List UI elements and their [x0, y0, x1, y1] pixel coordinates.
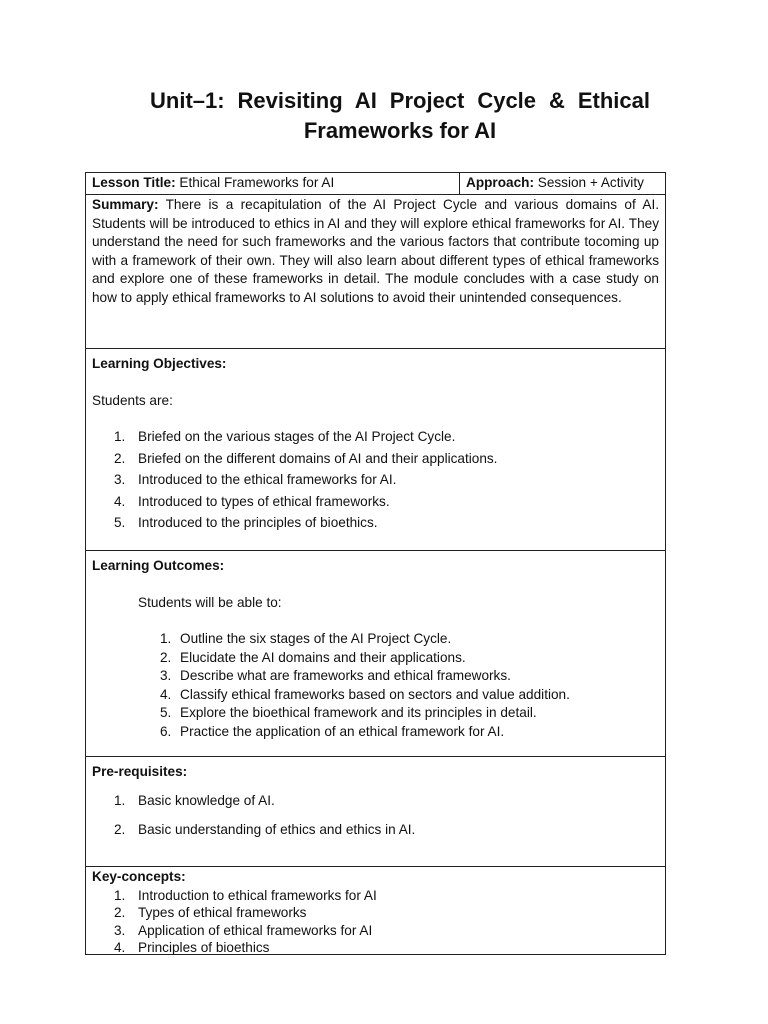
lesson-title-value: Ethical Frameworks for AI: [179, 175, 335, 190]
item-text: Explore the bioethical framework and its principles in detail.: [180, 705, 537, 720]
item-number: 5.: [160, 705, 172, 720]
item-number: 3.: [114, 472, 126, 487]
summary-text: There is a recapitulation of the AI Project Cycle and various domains of AI. Students will be introduced to ethics in AI and they will explore ethical frameworks for AI. They understand the need for such frameworks and the various factors that contribute tocoming up with a framework of their own. They will also learn about different types of ethical frameworks and explore one of these frameworks in detail. The module concludes with a case study on how to apply ethical frameworks to AI solutions to avoid their unintended consequences.: [92, 197, 660, 305]
item-number: 4.: [160, 686, 172, 702]
page-title: Unit–1: Revisiting AI Project Cycle & Ethical Frameworks for AI: [150, 88, 650, 143]
lesson-plan-table: [85, 172, 666, 955]
prerequisites-section: [86, 756, 665, 866]
outcomes-list: [92, 630, 659, 741]
item-number: 4.: [114, 493, 126, 509]
item-text: Introduction to ethical frameworks for AI: [138, 887, 377, 903]
item-number: 6.: [160, 723, 172, 739]
item-text: Outline the six stages of the AI Project Cycle.: [180, 631, 452, 646]
item-number: 1.: [114, 887, 126, 903]
summary-section: [86, 194, 665, 348]
item-text: Classify ethical frameworks based on sectors and value addition.: [180, 686, 570, 702]
objectives-label: Learning Objectives:: [92, 356, 227, 371]
list-item: [92, 649, 659, 668]
item-number: 2.: [160, 649, 172, 665]
list-item: [92, 723, 659, 742]
list-item: [92, 471, 659, 493]
outcomes-intro: Students will be able to:: [138, 594, 282, 610]
outcomes-label: Learning Outcomes:: [92, 558, 225, 573]
item-number: 1.: [114, 792, 126, 808]
item-number: 5.: [114, 515, 126, 530]
learning-outcomes-section: [86, 550, 665, 756]
item-number: 1.: [160, 631, 172, 646]
item-text: Types of ethical frameworks: [138, 905, 307, 920]
item-text: Basic knowledge of AI.: [138, 792, 275, 808]
approach-label: Approach:: [466, 175, 534, 190]
list-item: [92, 686, 659, 705]
item-number: 1.: [114, 429, 126, 444]
approach-cell: [460, 173, 665, 194]
item-number: 4.: [114, 940, 126, 955]
item-text: Elucidate the AI domains and their applications.: [180, 649, 466, 665]
list-item: [92, 630, 659, 649]
item-text: Describe what are frameworks and ethical frameworks.: [180, 668, 511, 683]
list-item: [92, 904, 659, 922]
lesson-title-cell: [86, 173, 460, 194]
lesson-header-row: [86, 173, 665, 194]
lesson-title-label: Lesson Title:: [92, 175, 176, 190]
item-text: Application of ethical frameworks for AI: [138, 922, 373, 938]
list-item: [92, 667, 659, 686]
item-number: 2.: [114, 905, 126, 920]
item-text: Introduced to the ethical frameworks for AI.: [138, 472, 397, 487]
objectives-list: [92, 428, 659, 536]
item-text: Basic understanding of ethics and ethics in AI.: [138, 821, 416, 837]
objectives-intro: Students are:: [92, 392, 173, 408]
item-number: 3.: [114, 922, 126, 938]
list-item: [92, 821, 659, 850]
list-item: [92, 887, 659, 905]
key-concepts-section: [86, 866, 665, 954]
list-item: [92, 939, 659, 957]
key-concepts-label: Key-concepts:: [92, 869, 186, 884]
prerequisites-list: [92, 792, 659, 850]
summary-label: Summary:: [92, 197, 159, 212]
item-text: Practice the application of an ethical framework for AI.: [180, 723, 505, 739]
list-item: [92, 428, 659, 450]
item-number: 3.: [160, 668, 172, 683]
list-item: [92, 493, 659, 515]
item-text: Principles of bioethics: [138, 940, 270, 955]
learning-objectives-section: [86, 348, 665, 550]
list-item: [92, 922, 659, 940]
item-text: Briefed on the different domains of AI and their applications.: [138, 450, 498, 466]
list-item: [92, 704, 659, 723]
item-text: Briefed on the various stages of the AI Project Cycle.: [138, 429, 456, 444]
approach-value: Session + Activity: [537, 175, 644, 190]
list-item: [92, 792, 659, 821]
item-text: Introduced to types of ethical frameworks.: [138, 493, 390, 509]
list-item: [92, 514, 659, 536]
list-item: [92, 450, 659, 472]
item-number: 2.: [114, 821, 126, 837]
key-concepts-list: [92, 887, 659, 957]
item-number: 2.: [114, 450, 126, 466]
prerequisites-label: Pre-requisites:: [92, 764, 188, 779]
item-text: Introduced to the principles of bioethics.: [138, 515, 378, 530]
